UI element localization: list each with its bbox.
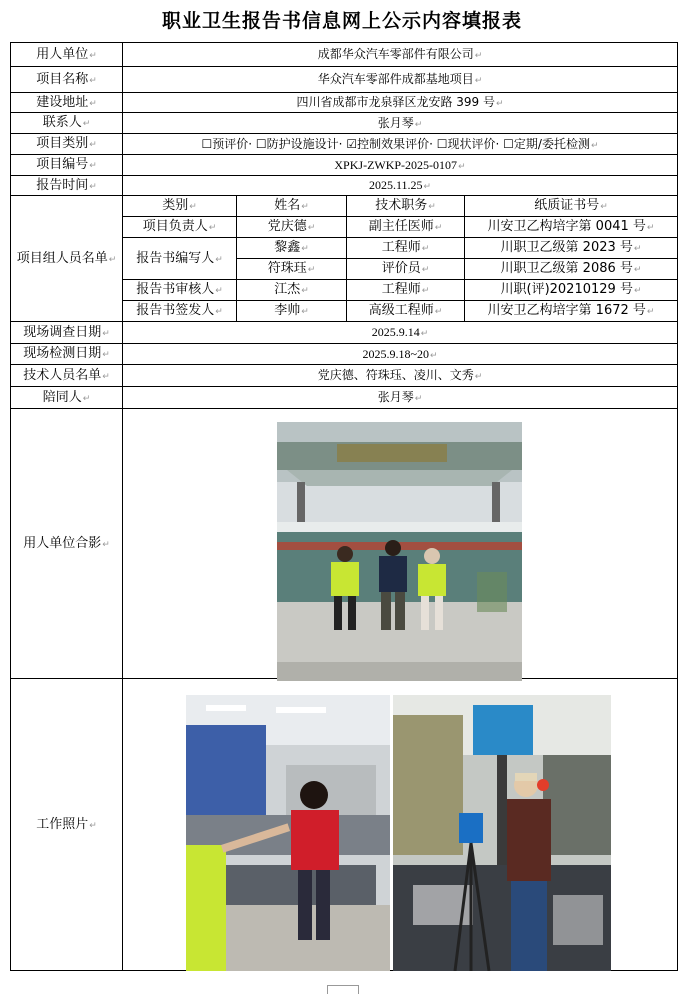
- team-label: 项目组人员名单↵: [11, 196, 123, 322]
- team-cert: 川职卫乙级第 2086 号↵: [465, 259, 678, 280]
- tech-staff-value: 党庆德、符珠珏、凌川、文秀↵: [123, 365, 678, 387]
- address-value: 四川省成都市龙泉驿区龙安路 399 号↵: [123, 93, 678, 113]
- contact-label: 联系人↵: [11, 113, 123, 134]
- checkbox-empty-icon: ☐: [503, 136, 514, 151]
- group-photo-label: 用人单位合影↵: [11, 409, 123, 679]
- team-cert: 川职卫乙级第 2023 号↵: [465, 238, 678, 259]
- escort-label: 陪同人↵: [11, 387, 123, 409]
- survey-date-value: 2025.9.14↵: [123, 322, 678, 344]
- report-time-value: 2025.11.25↵: [123, 176, 678, 196]
- test-date-label: 现场检测日期↵: [11, 344, 123, 365]
- survey-date-label: 现场调查日期↵: [11, 322, 123, 344]
- work-photo-right: [393, 695, 611, 971]
- employer-value: 成都华众汽车零部件有限公司↵: [123, 43, 678, 67]
- team-role-writer: 报告书编写人↵: [123, 238, 237, 280]
- row-test-date: [11, 344, 678, 365]
- team-header-name: 姓名↵: [237, 196, 347, 217]
- work-photo-right-image: [393, 695, 611, 971]
- category-option-status-evaluation[interactable]: ☐现状评价: [436, 136, 496, 151]
- checkbox-empty-icon: ☐: [201, 136, 213, 151]
- report-time-label: 报告时间↵: [11, 176, 123, 196]
- team-role-leader: 项目负责人↵: [123, 217, 237, 238]
- team-title: 副主任医师↵: [347, 217, 465, 238]
- team-role-reviewer: 报告书审核人↵: [123, 280, 237, 301]
- row-survey-date: [11, 322, 678, 344]
- category-option-pre-evaluation[interactable]: ☐预评价: [201, 136, 249, 151]
- team-name: 李帅↵: [237, 301, 347, 322]
- tech-staff-label: 技术人员名单↵: [11, 365, 123, 387]
- test-date-value: 2025.9.18~20↵: [123, 344, 678, 365]
- category-option-protection-design[interactable]: ☐防护设施设计: [255, 136, 339, 151]
- checkbox-checked-icon: ☑: [346, 136, 358, 151]
- row-report-time: [11, 176, 678, 196]
- team-cert: 川安卫乙构培字第 1672 号↵: [465, 301, 678, 322]
- team-title: 高级工程师↵: [347, 301, 465, 322]
- category-option-control-effect[interactable]: ☑控制效果评价: [346, 136, 430, 151]
- checkbox-empty-icon: ☐: [255, 136, 267, 151]
- row-project-no: [11, 155, 678, 176]
- team-role-issuer: 报告书签发人↵: [123, 301, 237, 322]
- form-title: 职业卫生报告书信息网上公示内容填报表: [161, 10, 522, 32]
- category-label: 项目类别↵: [11, 134, 123, 155]
- team-title: 工程师↵: [347, 238, 465, 259]
- group-photo: [277, 422, 522, 681]
- team-cert: 川职(评)20210129 号↵: [465, 280, 678, 301]
- row-address: [11, 93, 678, 113]
- row-employer: [11, 43, 678, 67]
- checkbox-empty-icon: ☐: [436, 136, 448, 151]
- row-contact: [11, 113, 678, 134]
- work-photo-label: 工作照片↵: [11, 679, 123, 971]
- team-title: 评价员↵: [347, 259, 465, 280]
- group-photo-image: [277, 422, 522, 681]
- escort-value: 张月琴↵: [123, 387, 678, 409]
- work-photo-left: [186, 695, 390, 971]
- team-header-cert: 纸质证书号↵: [465, 196, 678, 217]
- contact-value: 张月琴↵: [123, 113, 678, 134]
- team-name: 黎鑫↵: [237, 238, 347, 259]
- work-photo-left-image: [186, 695, 390, 971]
- row-project-name: [11, 67, 678, 93]
- project-name-value: 华众汽车零部件成都基地项目↵: [123, 67, 678, 93]
- row-category: [11, 134, 678, 155]
- project-no-label: 项目编号↵: [11, 155, 123, 176]
- team-header-row: [11, 196, 678, 217]
- project-name-label: 项目名称↵: [11, 67, 123, 93]
- row-escort: [11, 387, 678, 409]
- team-name: 党庆德↵: [237, 217, 347, 238]
- team-header-category: 类别↵: [123, 196, 237, 217]
- team-name: 江杰↵: [237, 280, 347, 301]
- category-options: ☐预评价· ☐防护设施设计· ☑控制效果评价· ☐现状评价· ☐定期/委托检测↵: [123, 134, 678, 155]
- team-name: 符珠珏↵: [237, 259, 347, 280]
- team-title: 工程师↵: [347, 280, 465, 301]
- team-cert: 川安卫乙构培字第 0041 号↵: [465, 217, 678, 238]
- project-no-value: XPKJ-ZWKP-2025-0107↵: [123, 155, 678, 176]
- row-tech-staff: [11, 365, 678, 387]
- team-header-title: 技术职务↵: [347, 196, 465, 217]
- address-label: 建设地址↵: [11, 93, 123, 113]
- employer-label: 用人单位↵: [11, 43, 123, 67]
- category-option-periodic-testing[interactable]: ☐定期/委托检测: [503, 136, 590, 151]
